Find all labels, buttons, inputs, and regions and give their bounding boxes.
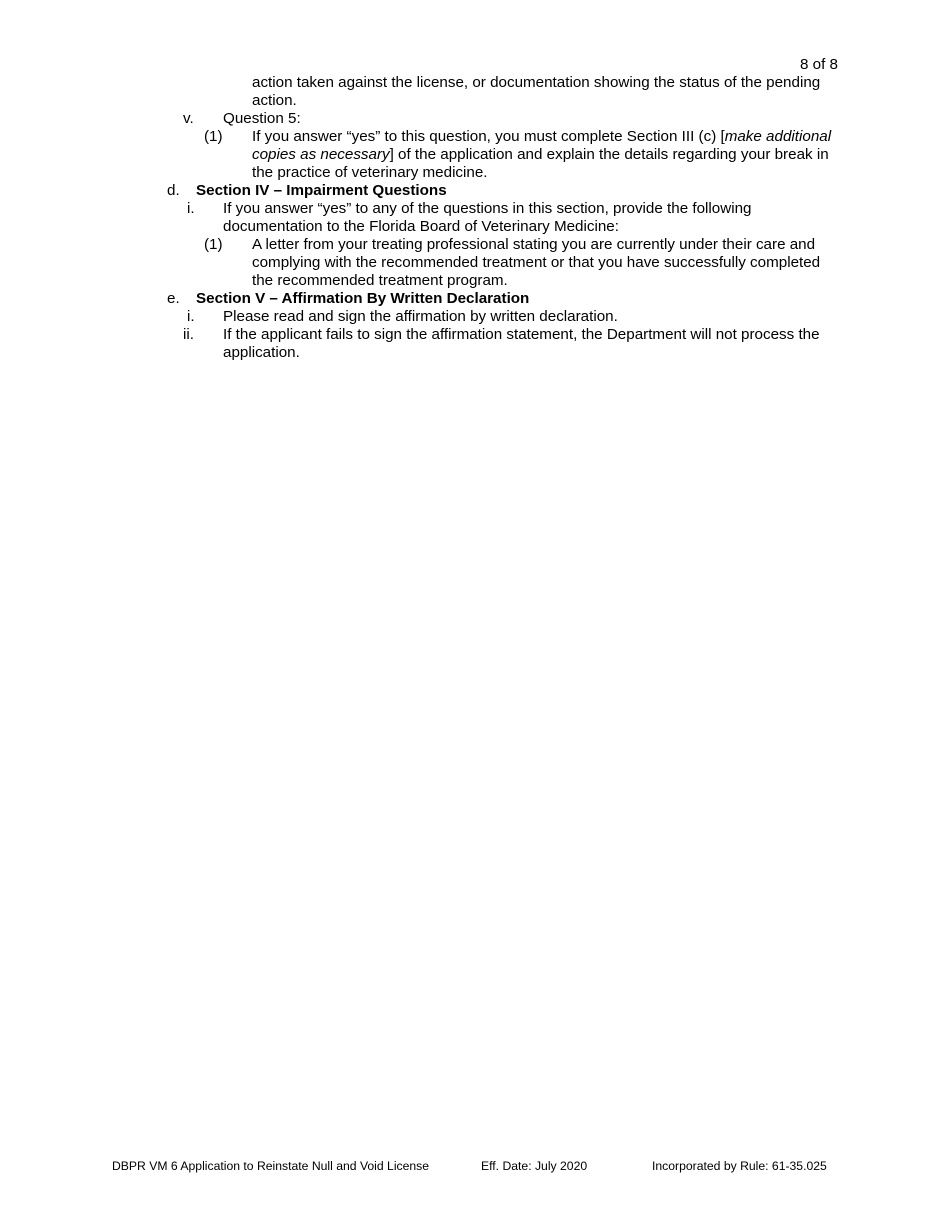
- list-marker: i.: [187, 308, 195, 325]
- instruction-text-cont: ] of the application and explain the details regarding your break in the practice of veterinary medicine.: [252, 146, 829, 181]
- italic-note: make additional copies as necessary: [252, 128, 832, 163]
- footer-eff-date: Eff. Date: July 2020: [481, 1159, 588, 1173]
- list-marker: i.: [187, 200, 195, 217]
- section-iv-item-i: [0, 200, 950, 236]
- question-5-label: Question 5:: [223, 110, 301, 127]
- section-v-item-ii-text: If the applicant fails to sign the affirmation statement, the Department will not process the application.: [223, 326, 820, 361]
- continuation-paragraph: [0, 74, 950, 110]
- document-body: [0, 74, 950, 362]
- continuation-text: action taken against the license, or documentation showing the status of the pending action.: [252, 74, 821, 109]
- section-v-title: Section V – Affirmation By Written Declaration: [196, 290, 530, 307]
- question-5-subitem-text: [252, 128, 840, 182]
- section-v-heading: [0, 290, 950, 308]
- list-marker: (1): [204, 236, 223, 253]
- section-iv-title: Section IV – Impairment Questions: [196, 182, 447, 199]
- section-v-item-ii: [0, 326, 950, 362]
- section-iv-heading: [0, 182, 950, 200]
- footer-rule: Incorporated by Rule: 61-35.025: [652, 1159, 827, 1173]
- list-marker: (1): [204, 128, 223, 145]
- section-iv-subitem-1-text: A letter from your treating professional stating you are currently under their care and complying with the recommended treatment or that you have successfully completed the recommended treatment program.: [252, 236, 821, 289]
- instruction-text: If you answer “yes” to this question, you must complete Section III (c) [: [252, 128, 725, 145]
- section-v-item-i: [0, 308, 950, 326]
- footer-form-name: DBPR VM 6 Application to Reinstate Null and Void License: [112, 1159, 430, 1173]
- page-number: 8 of 8: [800, 56, 838, 73]
- list-marker: d.: [167, 182, 180, 199]
- list-marker: e.: [167, 290, 180, 307]
- section-v-item-i-text: Please read and sign the affirmation by written declaration.: [223, 308, 618, 325]
- question-5-subitem-1: [0, 128, 950, 182]
- list-marker: v.: [183, 110, 194, 127]
- question-5-item: [0, 110, 950, 128]
- list-marker: ii.: [183, 326, 194, 343]
- section-iv-item-i-text: If you answer “yes” to any of the questions in this section, provide the following documentation to the Florida Board of Veterinary Medicine:: [223, 200, 752, 235]
- section-iv-subitem-1: [0, 236, 950, 290]
